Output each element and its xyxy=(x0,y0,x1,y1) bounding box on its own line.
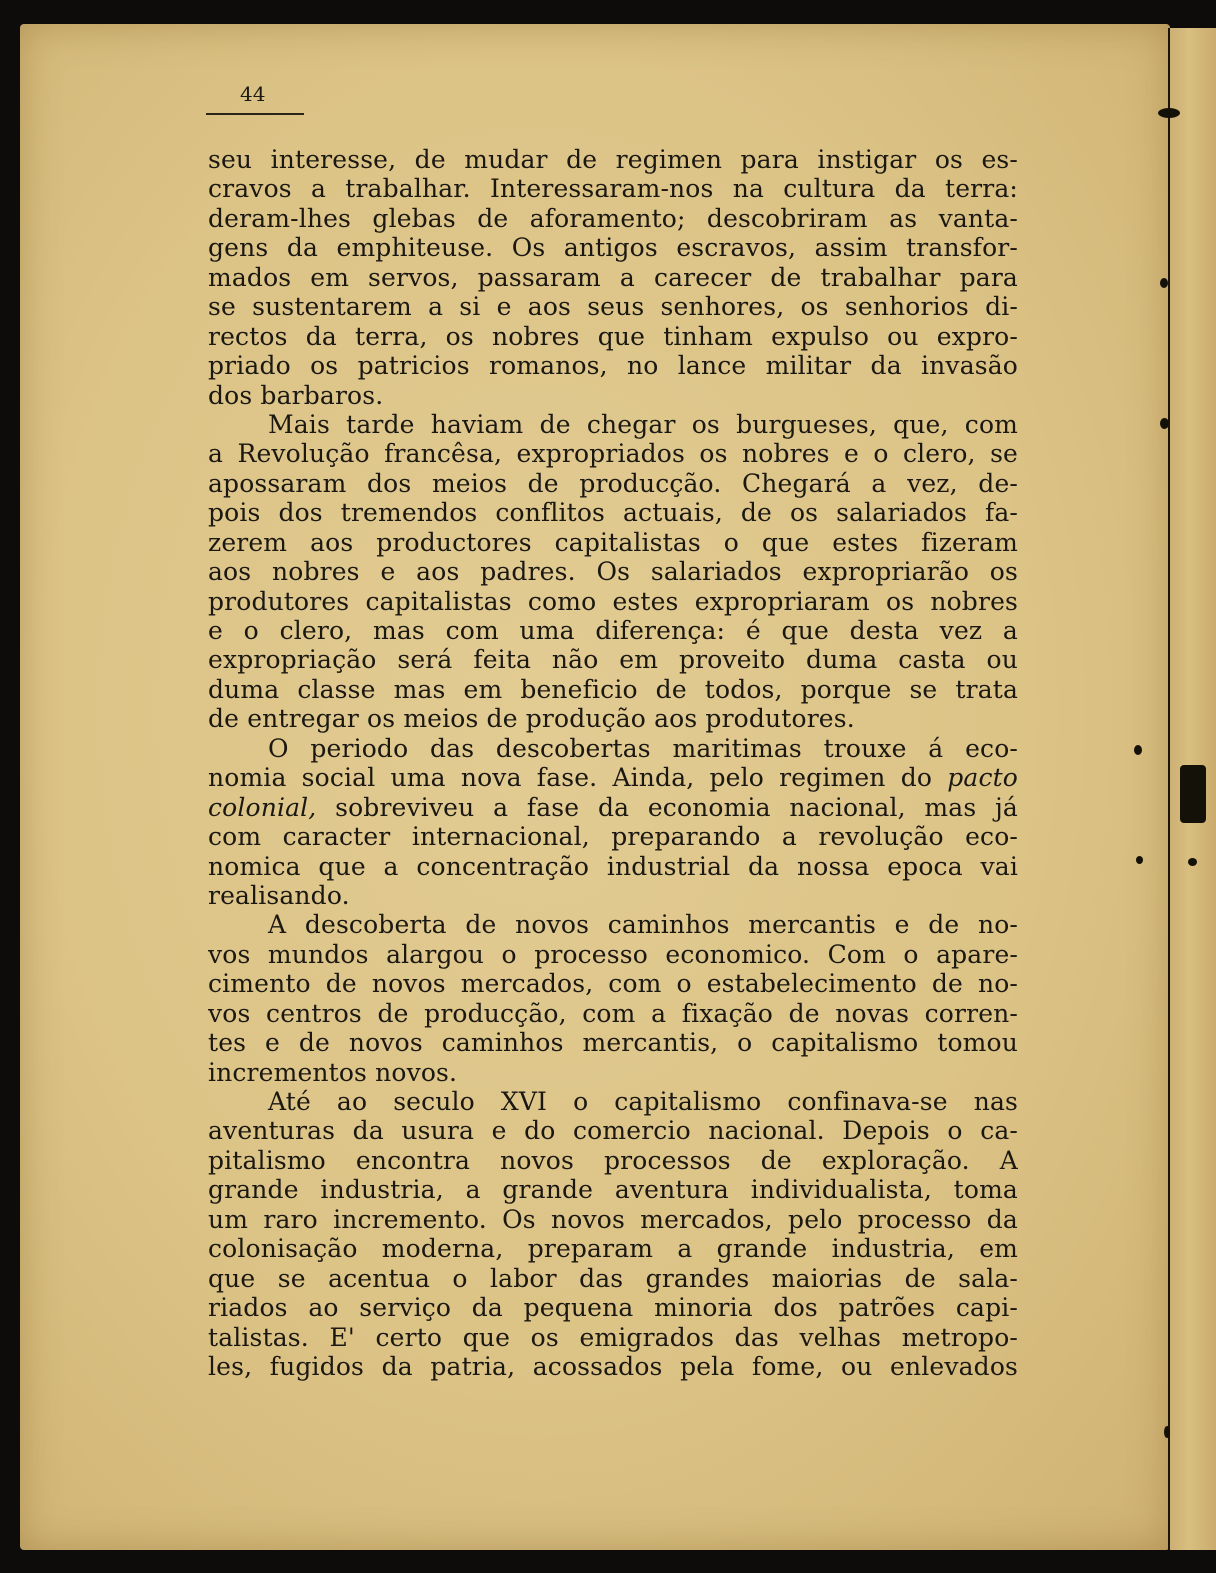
text-line: priado os patricios romanos, no lance militar da invasão xyxy=(208,351,1018,381)
text-line: deram-lhes glebas de aforamento; descobriram as vanta- xyxy=(208,203,1018,233)
text-line: apossaram dos meios de producção. Chegará a vez, de- xyxy=(208,468,1018,498)
text-line: nomica que a concentração industrial da nossa epoca vai xyxy=(208,851,1018,881)
text-line: talistas. E' certo que os emigrados das velhas metropo- xyxy=(208,1322,1018,1352)
text-line: a Revolução francêsa, expropriados os nobres e o clero, se xyxy=(208,439,1018,469)
paragraph-start-line: A descoberta de novos caminhos mercantis e de no- xyxy=(268,910,1018,940)
text-line: vos centros de producção, com a fixação de novas corren- xyxy=(208,998,1018,1028)
text-line: colonisação moderna, preparam a grande industria, em xyxy=(208,1234,1018,1264)
text-line: les, fugidos da patria, acossados pela fome, ou enlevados xyxy=(208,1351,1018,1381)
paragraph-start-line: Até ao seculo XVI o capitalismo confinava-se nas xyxy=(268,1087,1018,1116)
text-line: gens da emphiteuse. Os antigos escravos, assim transfor- xyxy=(208,233,1018,263)
text-line: que se acentua o labor das grandes maiorias de sala- xyxy=(208,1263,1018,1293)
text-line: seu interesse, de mudar de regimen para instigar os es- xyxy=(208,145,1018,174)
text-line: duma classe mas em beneficio de todos, porque se trata xyxy=(208,674,1018,704)
text-line: pois dos tremendos conflitos actuais, de os salariados fa- xyxy=(208,498,1018,528)
line-segment: sobreviveu a fase da economia nacional, mas já xyxy=(316,792,1018,822)
paragraph-start-line: O periodo das descobertas maritimas trouxe á eco- xyxy=(268,733,1018,763)
text-line: rectos da terra, os nobres que tinham expulso ou expro- xyxy=(208,321,1018,351)
ink-mark xyxy=(1160,278,1168,288)
italic-term: pacto xyxy=(947,763,1018,793)
ink-mark xyxy=(1164,1426,1170,1438)
text-line: aventuras da usura e do comercio nacional. Depois o ca- xyxy=(208,1116,1018,1146)
text-line: cimento de novos mercados, com o estabelecimento de no- xyxy=(208,969,1018,999)
paragraph-start-line: Mais tarde haviam de chegar os burgueses, que, com xyxy=(268,409,1018,439)
text-line xyxy=(208,793,1018,822)
text-line: pitalismo encontra novos processos de exploração. A xyxy=(208,1145,1018,1175)
text-line: um raro incremento. Os novos mercados, pelo processo da xyxy=(208,1204,1018,1234)
line-segment: nomia social uma nova fase. Ainda, pelo regimen do xyxy=(208,763,948,793)
ink-mark xyxy=(1158,108,1180,118)
ink-mark xyxy=(1160,418,1169,429)
text-line: tes e de novos caminhos mercantis, o capitalismo tomou xyxy=(208,1028,1018,1058)
text-line: expropriação será feita não em proveito duma casta ou xyxy=(208,645,1018,675)
ink-mark xyxy=(1180,765,1206,823)
text-line: zerem aos productores capitalistas o que estes fizeram xyxy=(208,527,1018,557)
paragraph-end-line: dos barbaros. xyxy=(208,380,384,410)
italic-term: colonial, xyxy=(208,792,317,822)
text-line: e o clero, mas com uma diferença: é que desta vez a xyxy=(208,616,1018,645)
text-line: grande industria, a grande aventura individualista, toma xyxy=(208,1175,1018,1205)
text-line: produtores capitalistas como estes expropriaram os nobres xyxy=(208,586,1018,616)
text-line: com caracter internacional, preparando a revolução eco- xyxy=(208,822,1018,852)
ink-mark xyxy=(1134,745,1142,755)
text-line: mados em servos, passaram a carecer de trabalhar para xyxy=(208,262,1018,292)
text-line: aos nobres e aos padres. Os salariados expropriarão os xyxy=(208,557,1018,587)
ink-mark xyxy=(1136,856,1143,864)
header-rule xyxy=(206,113,304,115)
body-text xyxy=(208,145,1018,1381)
paragraph-end-line: incrementos novos. xyxy=(208,1057,458,1087)
paragraph-end-line: realisando. xyxy=(208,880,350,910)
text-line: cravos a trabalhar. Interessaram-nos na cultura da terra: xyxy=(208,174,1018,204)
paragraph-end-line: de entregar os meios de produção aos produtores. xyxy=(208,704,855,734)
text-line xyxy=(208,763,1018,792)
ink-mark xyxy=(1188,858,1197,866)
text-line: se sustentarem a si e aos seus senhores, os senhorios di- xyxy=(208,292,1018,322)
text-line: vos mundos alargou o processo economico. Com o apare- xyxy=(208,939,1018,969)
page-number: 44 xyxy=(240,82,266,106)
text-line: riados ao serviço da pequena minoria dos patrões capi- xyxy=(208,1293,1018,1323)
